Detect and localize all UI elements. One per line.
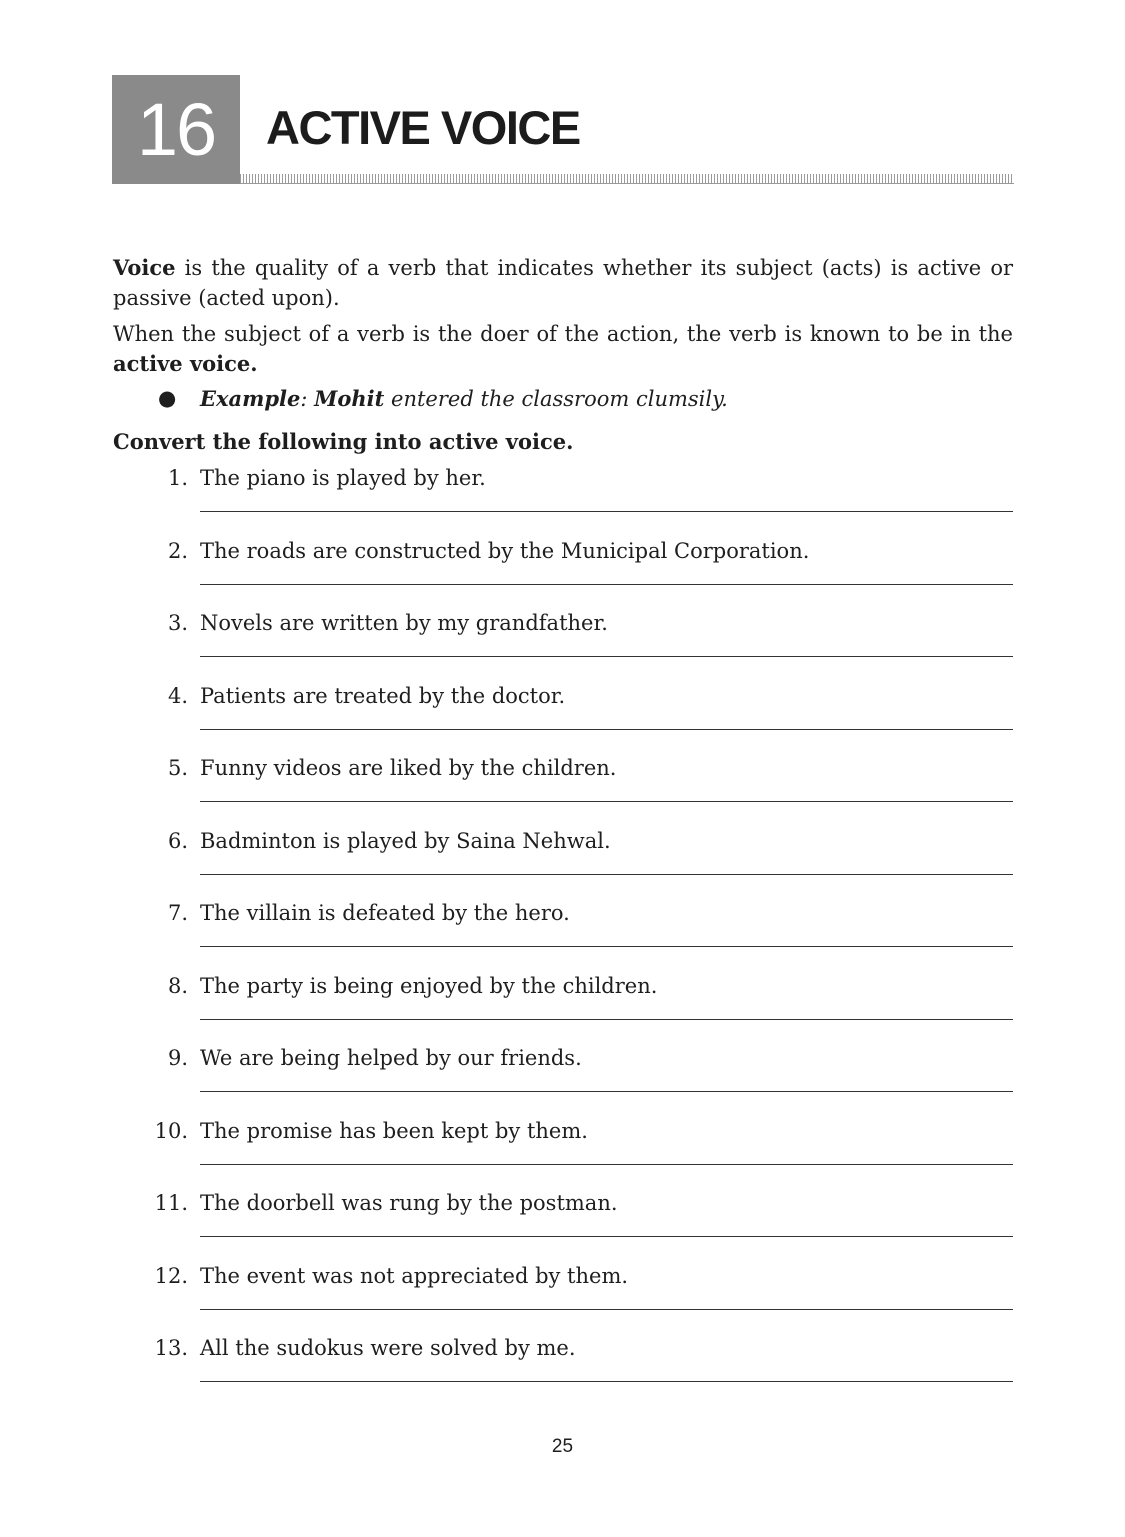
answer-line[interactable] — [200, 584, 1013, 585]
question-text: The piano is played by her. — [200, 466, 486, 490]
example-separator: : — [300, 387, 315, 411]
question-text: Novels are written by my grandfather. — [200, 611, 608, 635]
question-number: 3. — [167, 611, 188, 635]
answer-line[interactable] — [200, 1164, 1013, 1165]
answer-line[interactable] — [200, 1381, 1013, 1382]
question-item — [0, 1119, 1125, 1192]
exercise-instruction: Convert the following into active voice. — [113, 429, 574, 454]
question-text: Patients are treated by the doctor. — [200, 683, 566, 708]
page-number: 25 — [551, 1436, 574, 1457]
bullet-icon: ● — [158, 386, 177, 410]
answer-line[interactable] — [200, 946, 1013, 947]
answer-line[interactable] — [200, 801, 1013, 802]
question-number: 5. — [167, 756, 188, 780]
question-text: The villain is defeated by the hero. — [200, 901, 570, 925]
question-item — [0, 901, 1125, 974]
intro-paragraph-2 — [113, 319, 1013, 379]
question-item — [0, 1191, 1125, 1264]
intro-paragraph-1 — [113, 253, 1013, 313]
example-label: Example — [200, 386, 301, 411]
question-item — [0, 1264, 1125, 1337]
answer-line[interactable] — [200, 1236, 1013, 1237]
question-text: The roads are constructed by the Municipal Corporation. — [200, 538, 810, 563]
chapter-number-box — [112, 75, 240, 184]
question-number: 12. — [154, 1263, 188, 1288]
question-item — [0, 539, 1125, 612]
question-item — [0, 756, 1125, 829]
question-number: 11. — [154, 1191, 188, 1215]
question-number: 4. — [167, 683, 188, 708]
example-text — [200, 386, 728, 411]
question-text: The event was not appreciated by them. — [200, 1263, 629, 1288]
answer-line[interactable] — [200, 1309, 1013, 1310]
question-number: 13. — [154, 1336, 188, 1360]
question-item — [0, 829, 1125, 902]
question-text: The doorbell was rung by the postman. — [200, 1191, 618, 1215]
question-item — [0, 466, 1125, 539]
example-rest: entered the classroom clumsily. — [384, 387, 728, 411]
question-text: Funny videos are liked by the children. — [200, 756, 617, 780]
chapter-title: ACTIVE VOICE — [266, 101, 580, 154]
header-tick-rule — [240, 174, 1014, 184]
question-number: 10. — [154, 1118, 188, 1143]
term-voice: Voice — [113, 255, 176, 280]
example-subject: Mohit — [314, 386, 385, 411]
question-item — [0, 1336, 1125, 1409]
question-number: 7. — [167, 901, 188, 925]
question-text: The party is being enjoyed by the children. — [200, 973, 658, 998]
answer-line[interactable] — [200, 511, 1013, 512]
intro-section — [113, 253, 1013, 379]
intro-p1-text: is the quality of a verb that indicates whether its subject (acts) is active or passive (acted upon). — [113, 256, 1013, 310]
question-number: 9. — [167, 1046, 188, 1070]
answer-line[interactable] — [200, 1091, 1013, 1092]
answer-line[interactable] — [200, 874, 1013, 875]
question-text: The promise has been kept by them. — [200, 1118, 588, 1143]
question-number: 6. — [167, 828, 188, 853]
question-item — [0, 1046, 1125, 1119]
question-item — [0, 684, 1125, 757]
term-active-voice: active voice. — [113, 351, 258, 376]
question-text: All the sudokus were solved by me. — [200, 1336, 576, 1360]
question-number: 8. — [167, 973, 188, 998]
question-item — [0, 611, 1125, 684]
chapter-number: 16 — [136, 88, 216, 171]
intro-p2-text: When the subject of a verb is the doer of the action, the verb is known to be in the — [113, 322, 1013, 346]
question-text: We are being helped by our friends. — [200, 1046, 582, 1070]
answer-line[interactable] — [200, 656, 1013, 657]
answer-line[interactable] — [200, 729, 1013, 730]
question-item — [0, 974, 1125, 1047]
answer-line[interactable] — [200, 1019, 1013, 1020]
question-number: 2. — [167, 538, 188, 563]
question-text: Badminton is played by Saina Nehwal. — [200, 828, 611, 853]
question-number: 1. — [167, 466, 188, 490]
